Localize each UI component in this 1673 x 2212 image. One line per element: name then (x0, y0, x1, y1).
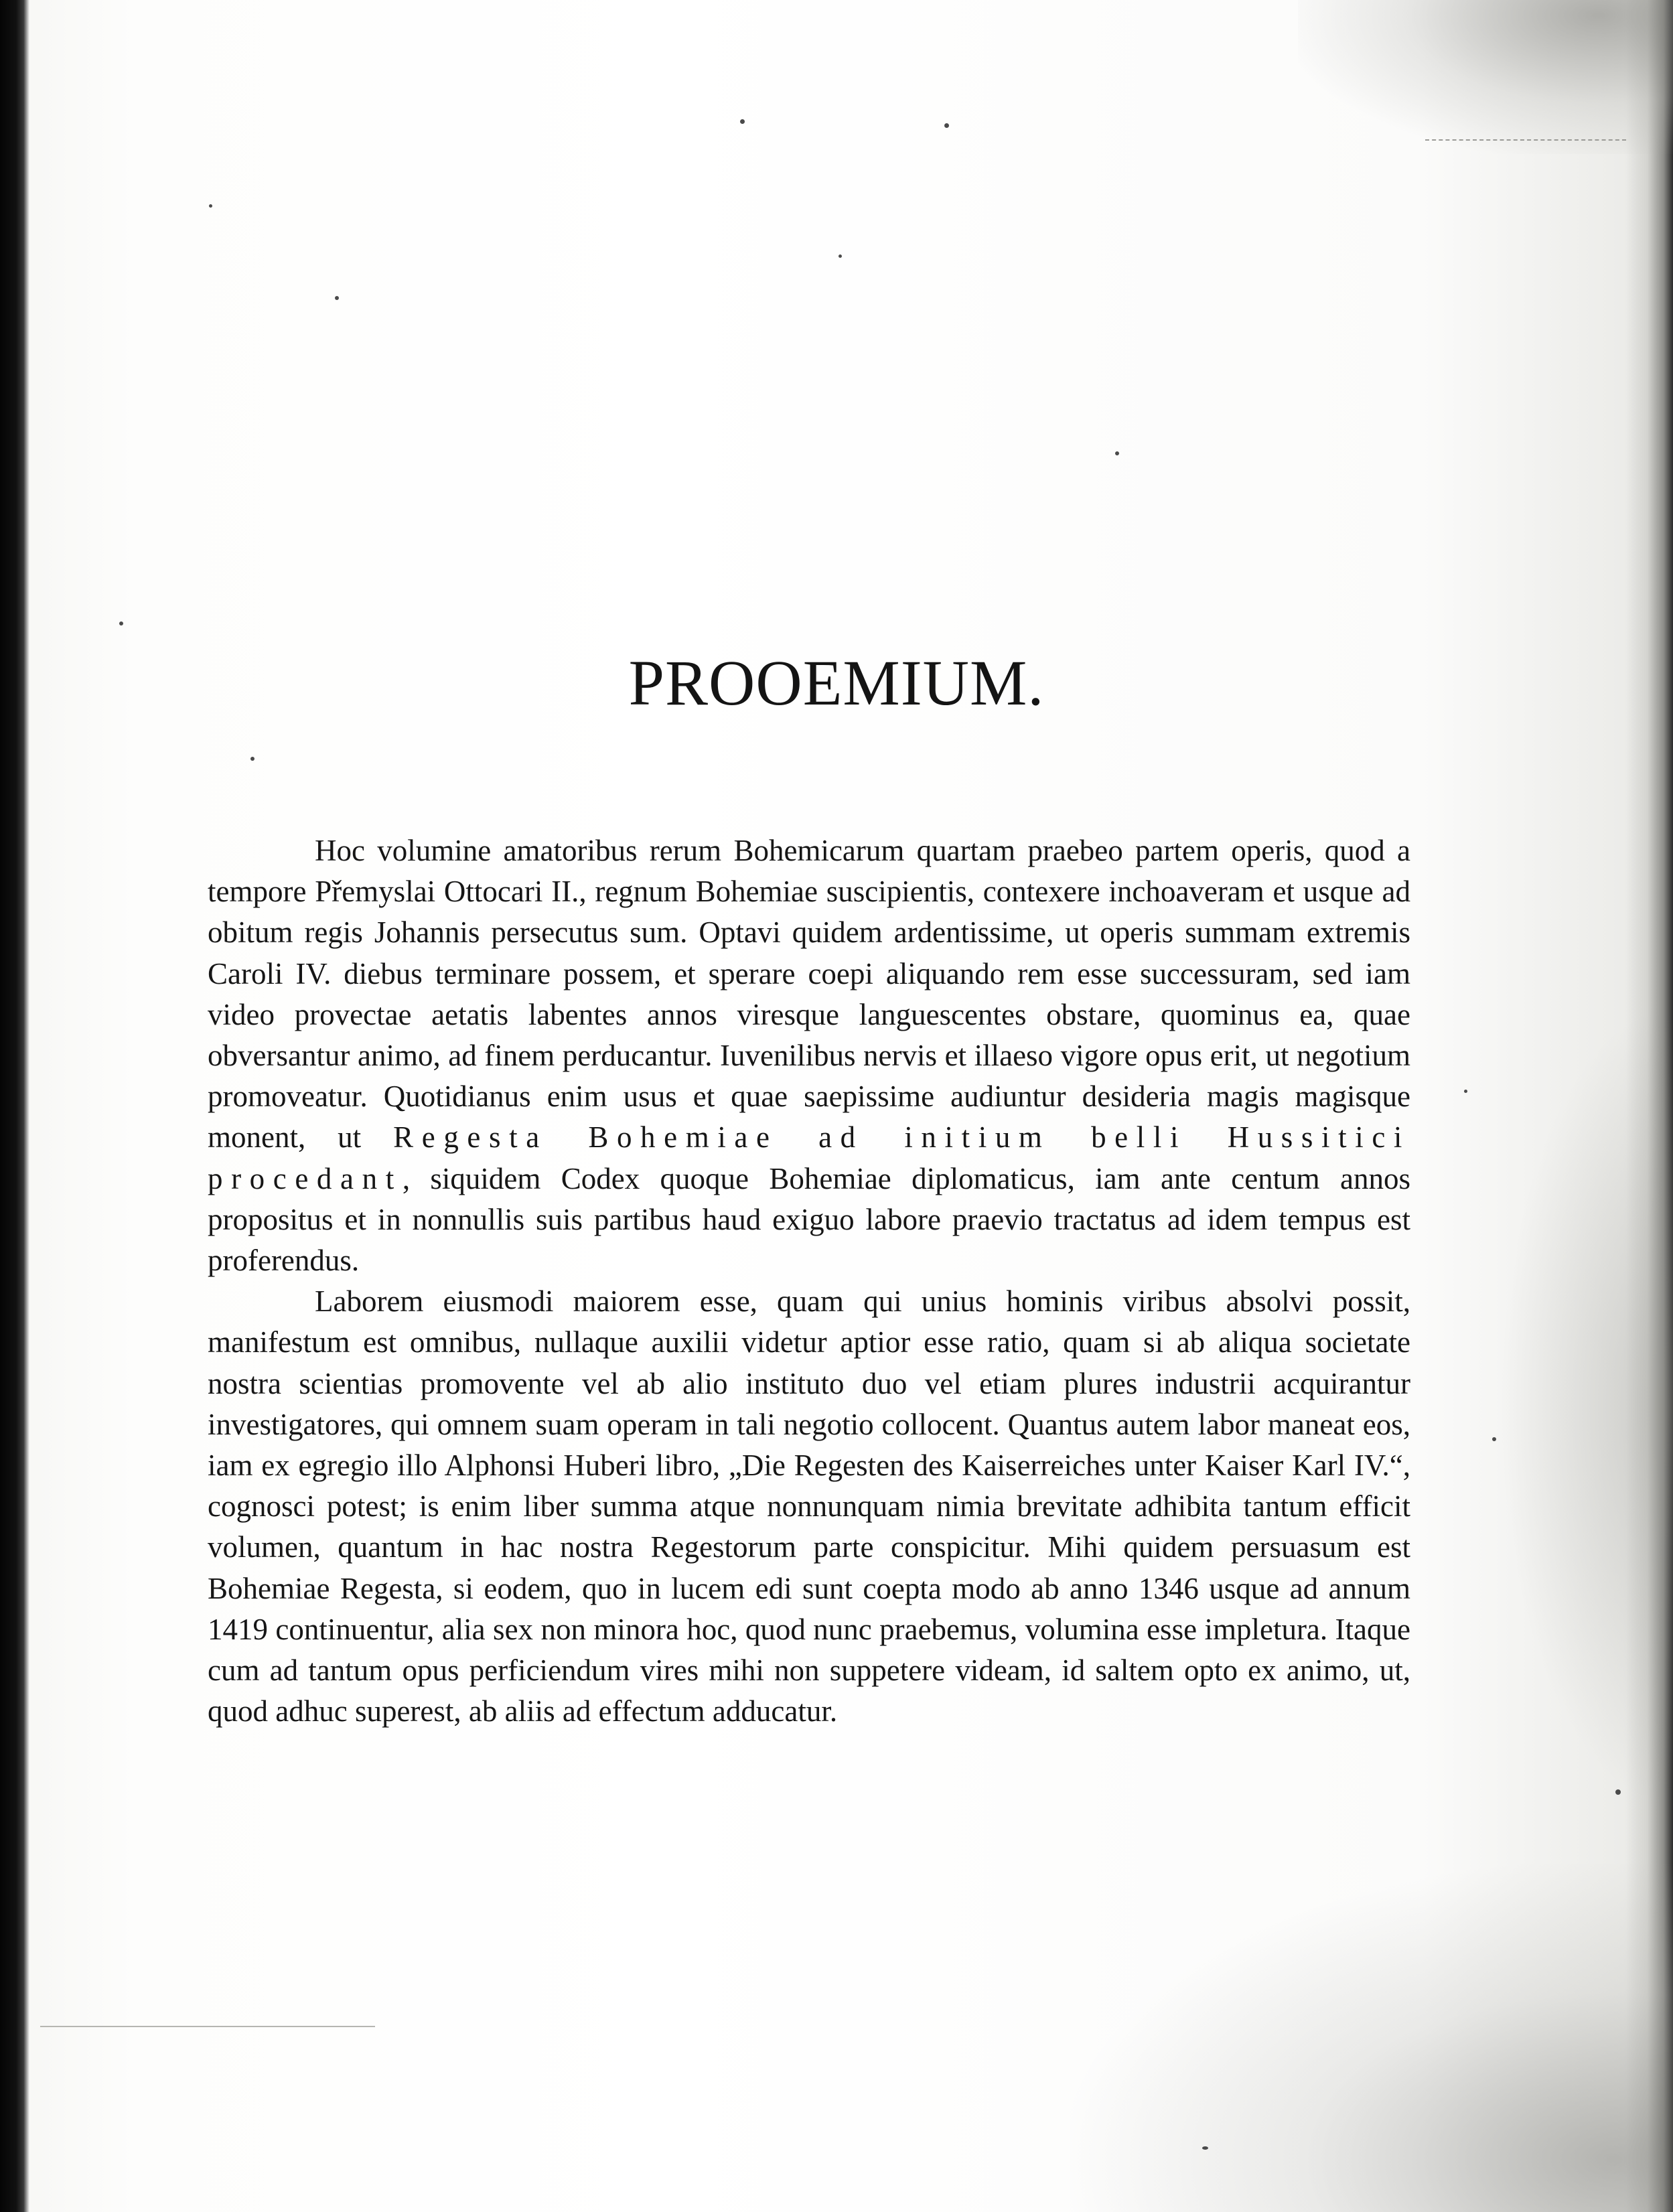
scan-smudge-top (1298, 0, 1673, 154)
page-title: PROOEMIUM. (628, 647, 1045, 719)
scan-smudge-bottom (1070, 1864, 1673, 2212)
scan-smudge-right (1499, 1005, 1673, 1808)
dust-speck (1464, 1090, 1467, 1093)
bottom-rule (40, 2026, 375, 2027)
dust-speck (335, 296, 339, 300)
dust-speck (1492, 1437, 1496, 1441)
dust-speck (740, 119, 745, 124)
dust-speck (1202, 2146, 1208, 2150)
paragraph-1-text: Hoc volumine amatoribus rerum Bohemicarum quartam praebeo partem operis, quod a tempore Přemyslai Ottocari II., regnum Bohemiae suscipientis, contexere inchoaveram et usque ad obitum regis Johannis persecutus sum. Optavi quidem ardentissime, ut operis summam extremis Caroli IV. diebus terminare possem, et sperare coepi aliquando rem esse successuram, sed iam video provectae aetatis labentes annos viresque languescentes obstare, quominus ea, quae obversantur animo, ad finem perducantur. Iuvenilibus nervis et illaeso vigore opus erit, ut negotium promoveatur. Quotidianus enim usus et quae saepissime audiuntur desideria magis magisque monent, ut (208, 834, 1410, 1155)
paragraph-2: Laborem eiusmodi maiorem esse, quam qui unius hominis viribus absolvi possit, manifestum est omnibus, nullaque auxilii videtur aptior esse ratio, quam si ab aliqua societate nostra scientias promovente vel ab alio instituto duo vel etiam plures industrii acquirantur investigatores, qui omnem suam operam in tali negotio collocent. Quantus autem labor maneat eos, iam ex egregio illo Alphonsi Huberi libro, „Die Regesten des Kaiserreiches unter Kaiser Karl IV.“, cognosci potest; is enim liber summa atque nonnunquam nimia brevitate adhibita tantum efficit volumen, quantum in hac nostra Regestorum parte conspicitur. Mihi quidem persuasum est Bohemiae Regesta, si eodem, quo in lucem edi sunt coepta modo ab anno 1346 usque ad annum 1419 continuentur, alia sex non minora hoc, quod nunc praebemus, volumina esse impletura. Itaque cum ad tantum opus perficiendum vires mihi non suppetere videam, id saltem opto ex animo, ut, quod adhuc superest, ab aliis ad effectum adducatur. (208, 1284, 1410, 1728)
dust-speck (1615, 1789, 1621, 1795)
dust-speck (209, 204, 212, 208)
dust-speck (839, 254, 842, 258)
binding-edge (0, 0, 29, 2212)
dust-speck (944, 123, 949, 128)
emphasized-phrase: Regesta Bohemiae ad initium belli Hussitici procedant (208, 1120, 1411, 1195)
paragraph-1 (208, 830, 1410, 1281)
paragraph-1-text-continued: , siquidem Codex quoque Bohemiae diplomaticus, iam ante centum annos propositus et in nonnullis suis partibus haud exiguo labore praevio tractatus ad idem tempus est proferendus. (208, 1161, 1410, 1278)
dust-speck (250, 757, 254, 761)
top-rule (1425, 139, 1626, 141)
body-text (208, 830, 1410, 1732)
dust-speck (1115, 451, 1119, 455)
dust-speck (119, 621, 123, 625)
